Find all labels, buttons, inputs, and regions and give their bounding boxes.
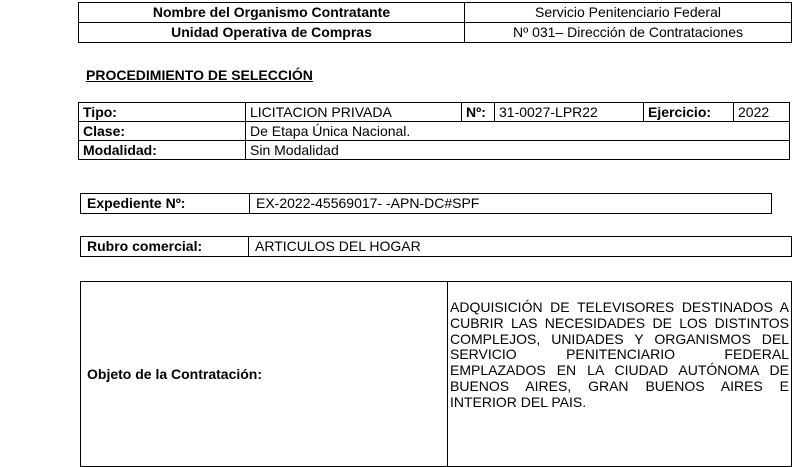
expediente-label: Expediente Nº: [81,194,250,214]
rubro-value: ARTICULOS DEL HOGAR [249,237,792,257]
section-title: PROCEDIMIENTO DE SELECCIÓN [86,67,313,83]
objeto-table [80,281,792,467]
modalidad-value: Sin Modalidad [246,141,790,160]
header-table [78,2,792,43]
ejercicio-value: 2022 [734,103,790,122]
rubro-label: Rubro comercial: [81,237,249,257]
objeto-label: Objeto de la Contratación: [81,282,448,467]
rubro-row [81,237,792,257]
rubro-table [80,236,792,257]
tipo-row [79,103,790,122]
clase-label: Clase: [79,122,246,141]
clase-value: De Etapa Única Nacional. [246,122,790,141]
modalidad-row [79,141,790,160]
procedimiento-table [78,102,790,160]
expediente-table [80,193,772,214]
tipo-value: LICITACION PRIVADA [246,103,462,122]
modalidad-label: Modalidad: [79,141,246,160]
objeto-value: ADQUISICIÓN DE TELEVISORES DESTINADOS A CUBRIR LAS NECESIDADES DE LOS DISTINTOS COMPLEJOS, UNIDADES Y ORGANISMOS DEL SERVICIO PENITENCIARIO FEDERAL EMPLAZADOS EN LA CIUDAD AUTÓNOMA DE BUENOS AIRES, GRAN BUENOS AIRES E INTERIOR DEL PAIS. [448,282,792,467]
organismo-label: Nombre del Organismo Contratante [79,3,465,23]
expediente-value: EX-2022-45569017- -APN-DC#SPF [250,194,772,214]
numero-label: Nº: [462,103,495,122]
unidad-label: Unidad Operativa de Compras [79,23,465,43]
organismo-value: Servicio Penitenciario Federal [465,3,792,23]
organismo-row [79,3,792,23]
objeto-row [81,282,792,467]
numero-value: 31-0027-LPR22 [495,103,644,122]
unidad-row [79,23,792,43]
clase-row [79,122,790,141]
unidad-value: Nº 031– Dirección de Contrataciones [465,23,792,43]
ejercicio-label: Ejercicio: [644,103,734,122]
expediente-row [81,194,772,214]
tipo-label: Tipo: [79,103,246,122]
